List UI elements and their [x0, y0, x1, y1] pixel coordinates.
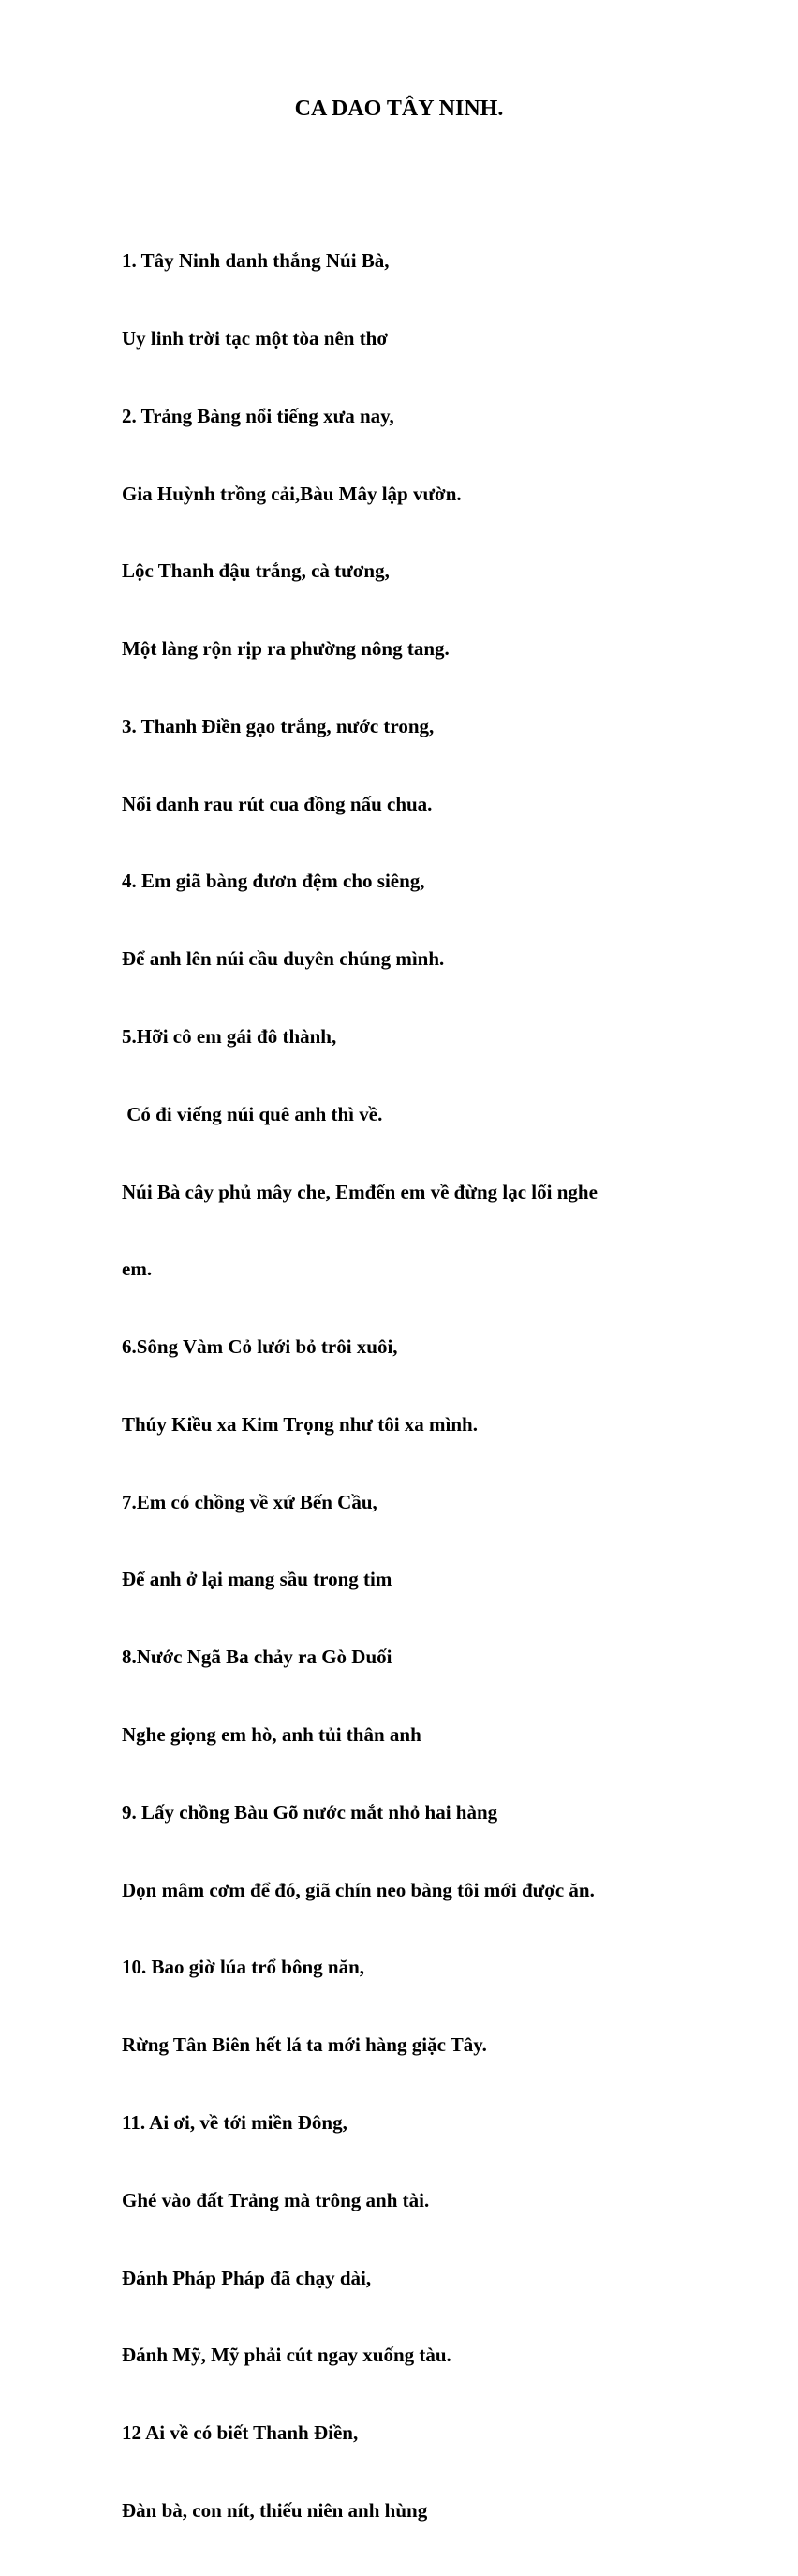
poem-line: 11. Ai ơi, về tới miền Đông, [122, 2110, 347, 2134]
poem-line: Nghe giọng em hò, anh tủi thân anh [122, 1723, 421, 1747]
poem-line: Đàn bà, con nít, thiếu niên anh hùng [122, 2498, 428, 2522]
poem-line: 10. Bao giờ lúa trổ bông năn, [122, 1956, 365, 1979]
poem-line: Để anh ở lại mang sầu trong tim [122, 1568, 392, 1591]
poem-line: 8.Nước Ngã Ba chảy ra Gò Duối [122, 1645, 392, 1669]
poem-line: Dọn mâm cơm để đó, giã chín neo bàng tôi mới được ăn. [122, 1878, 595, 1901]
poem-line: Thúy Kiều xa Kim Trọng như tôi xa mình. [122, 1412, 478, 1436]
poem-line: Đánh Mỹ, Mỹ phải cút ngay xuống tàu. [122, 2344, 451, 2367]
poem-line: Uy linh trời tạc một tòa nên thơ [122, 326, 388, 350]
poem-line: 7.Em có chồng về xứ Bến Cầu, [122, 1490, 377, 1513]
poem-line: Ghé vào đất Trảng mà trông anh tài. [122, 2188, 430, 2211]
poem-line: 6.Sông Vàm Cỏ lưới bỏ trôi xuôi, [122, 1335, 398, 1359]
document-title: CA DAO TÂY NINH. [294, 97, 504, 121]
poem-line: Lộc Thanh đậu trắng, cà tương, [122, 559, 390, 583]
poem-line: Một làng rộn rịp ra phường nông tang. [122, 637, 450, 661]
poem-line: Núi Bà cây phủ mây che, Emđến em về đừng lạc lối nghe [122, 1180, 598, 1203]
poem-line: Gia Huỳnh trồng cải,Bàu Mây lập vườn. [122, 482, 462, 505]
poem-line: 5.Hỡi cô em gái đô thành, [122, 1025, 337, 1048]
poem-body [122, 197, 702, 2576]
poem-line: Đánh Pháp Pháp đã chạy dài, [122, 2266, 372, 2289]
poem-line: 9. Lấy chồng Bàu Gõ nước mắt nhỏ hai hàng [122, 1800, 498, 1824]
poem-line: 12 Ai về có biết Thanh Điền, [122, 2421, 359, 2445]
poem-line: Rừng Tân Biên hết lá ta mới hàng giặc Tây. [122, 2033, 487, 2057]
poem-line: 4. Em giã bàng đươn đệm cho siêng, [122, 870, 425, 893]
poem-line: Nổi danh rau rút cua đồng nấu chua. [122, 792, 433, 815]
poem-line: 2. Trảng Bàng nổi tiếng xưa nay, [122, 404, 394, 427]
poem-line: Có đi viếng núi quê anh thì về. [122, 1102, 383, 1125]
poem-line: em. [122, 1258, 153, 1281]
poem-line: 1. Tây Ninh danh thắng Núi Bà, [122, 249, 390, 273]
poem-line: Để anh lên núi cầu duyên chúng mình. [122, 947, 445, 971]
poem-line: 3. Thanh Điền gạo trắng, nước trong, [122, 714, 435, 737]
